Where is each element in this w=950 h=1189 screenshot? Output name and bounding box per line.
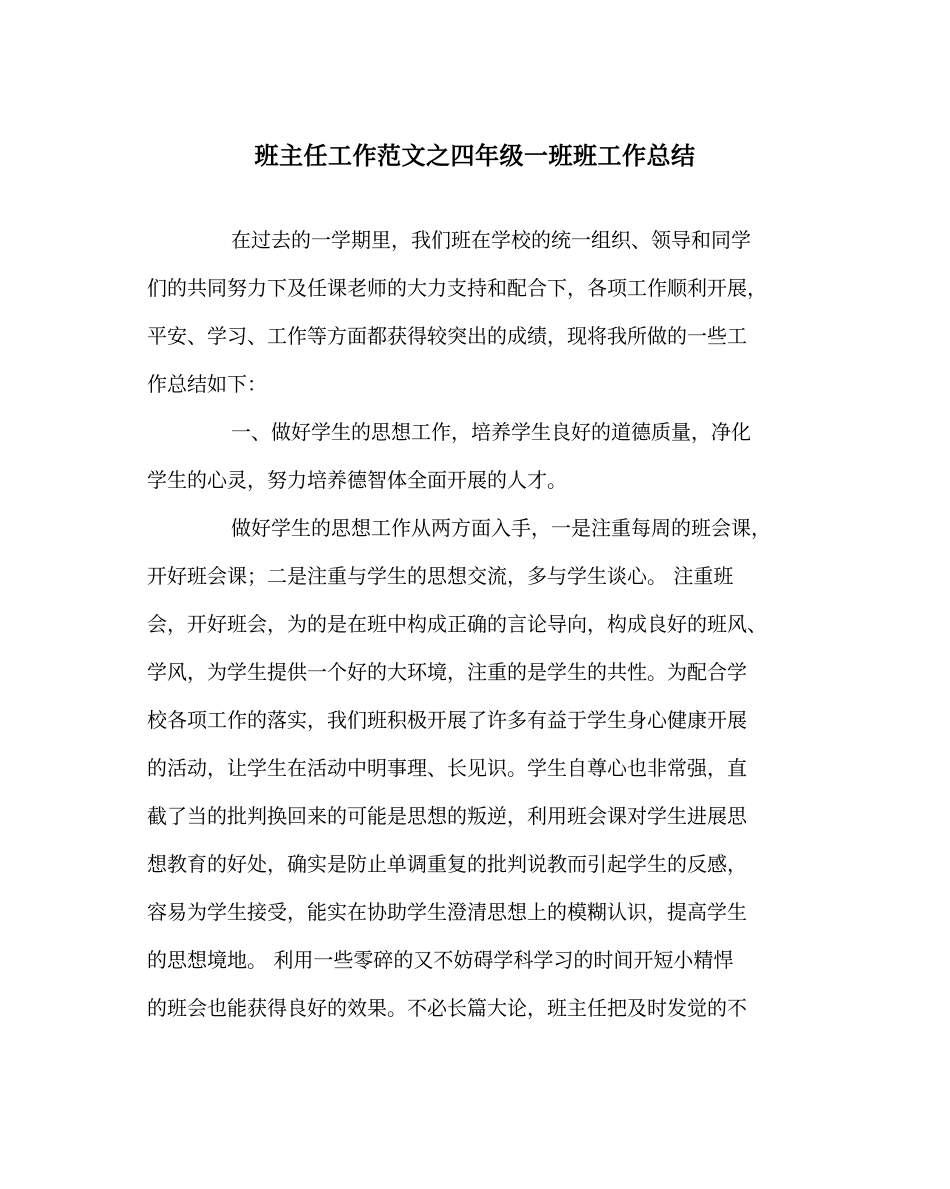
paragraph-3-line-7: 截了当的批判换回来的可能是思想的叛逆，利用班会课对学生进展思: [147, 804, 747, 828]
paragraph-3-line-11: 的班会也能获得良好的效果。不必长篇大论，班主任把及时发觉的不: [147, 996, 747, 1020]
paragraph-3-line-6: 的活动，让学生在活动中明事理、长见识。学生自尊心也非常强，直: [147, 756, 747, 780]
paragraph-1-line-4: 作总结如下：: [147, 372, 267, 396]
paragraph-3-line-5: 校各项工作的落实，我们班积极开展了许多有益于学生身心健康开展: [147, 708, 747, 732]
paragraph-1-line-3: 平安、学习、工作等方面都获得较突出的成绩，现将我所做的一些工: [147, 324, 747, 348]
paragraph-3-line-2: 开好班会课；二是注重与学生的思想交流，多与学生谈心。 注重班: [147, 564, 734, 588]
paragraph-3-line-1: 做好学生的思想工作从两方面入手，一是注重每周的班会课，: [231, 516, 771, 540]
paragraph-3-line-9: 容易为学生接受，能实在协助学生澄清思想上的模糊认识，提高学生: [147, 900, 747, 924]
document-title: 班主任工作范文之四年级一班班工作总结: [254, 141, 696, 170]
paragraph-3-line-8: 想教育的好处，确实是防止单调重复的批判说教而引起学生的反感，: [147, 852, 747, 876]
paragraph-1-line-1: 在过去的一学期里，我们班在学校的统一组织、领导和同学: [231, 228, 751, 252]
paragraph-2-line-1: 一、做好学生的思想工作，培养学生良好的道德质量，净化: [231, 420, 751, 444]
paragraph-3-line-4: 学风，为学生提供一个好的大环境，注重的是学生的共性。为配合学: [147, 660, 747, 684]
paragraph-3-line-3: 会，开好班会，为的是在班中构成正确的言论导向，构成良好的班风、: [147, 612, 767, 636]
paragraph-1-line-2: 们的共同努力下及任课老师的大力支持和配合下，各项工作顺利开展，: [147, 276, 767, 300]
paragraph-2-line-2: 学生的心灵，努力培养德智体全面开展的人才。: [147, 468, 567, 492]
paragraph-3-line-10: 的思想境地。 利用一些零碎的又不妨碍学科学习的时间开短小精悍: [147, 948, 734, 972]
